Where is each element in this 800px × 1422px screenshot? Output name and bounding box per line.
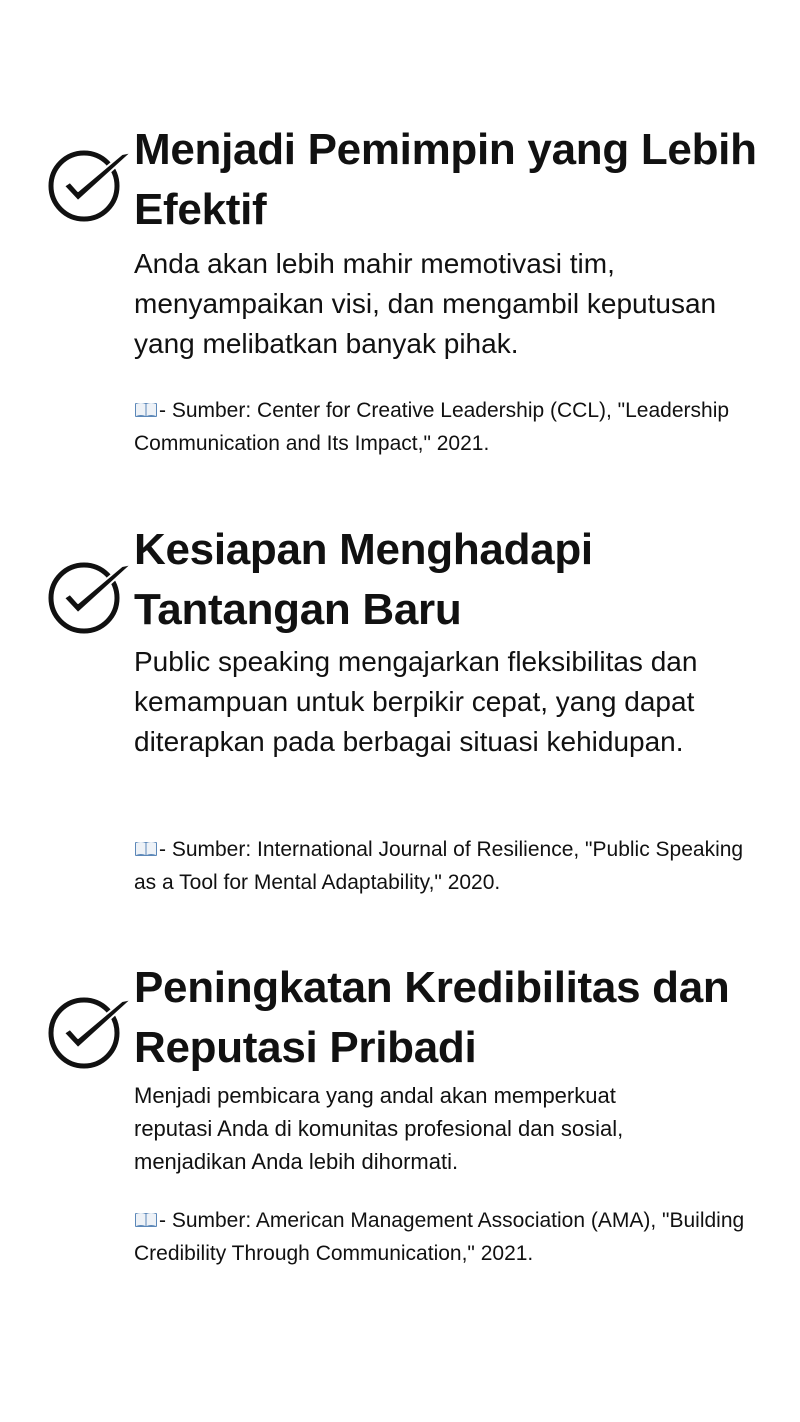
benefit-source-text: - Sumber: International Journal of Resilience, "Public Speaking as a Tool for Mental Adaptability," 2020. [134,838,744,894]
open-book-icon [134,1207,158,1238]
open-book-icon [134,397,158,428]
benefit-description: Public speaking mengajarkan fleksibilitas dan kemampuan untuk berpikir cepat, yang dapat diterapkan pada berbagai situasi kehidupan. [134,646,698,757]
benefit-source [134,1205,754,1269]
open-book-icon [134,836,158,867]
benefit-description: Anda akan lebih mahir memotivasi tim, menyampaikan visi, dan mengambil keputusan yang melibatkan banyak pihak. [134,248,717,359]
benefit-source-text: - Sumber: American Management Association (AMA), "Building Credibility Through Communication," 2021. [134,1209,745,1265]
benefit-source [134,395,754,459]
benefit-source [134,834,754,898]
benefit-description: Menjadi pembicara yang andal akan memperkuat reputasi Anda di komunitas profesional dan sosial, menjadikan Anda lebih dihormati. [134,1083,624,1174]
checkmark-circle-icon [48,558,134,636]
benefit-title: Kesiapan Menghadapi Tantangan Baru [134,525,593,634]
benefit-title: Peningkatan Kredibilitas dan Reputasi Pribadi [134,963,730,1072]
checkmark-circle-icon [48,993,134,1071]
benefit-source-text: - Sumber: Center for Creative Leadership (CCL), "Leadership Communication and Its Impact," 2021. [134,399,730,455]
checkmark-circle-icon [48,146,134,224]
benefit-title: Menjadi Pemimpin yang Lebih Efektif [134,125,757,234]
